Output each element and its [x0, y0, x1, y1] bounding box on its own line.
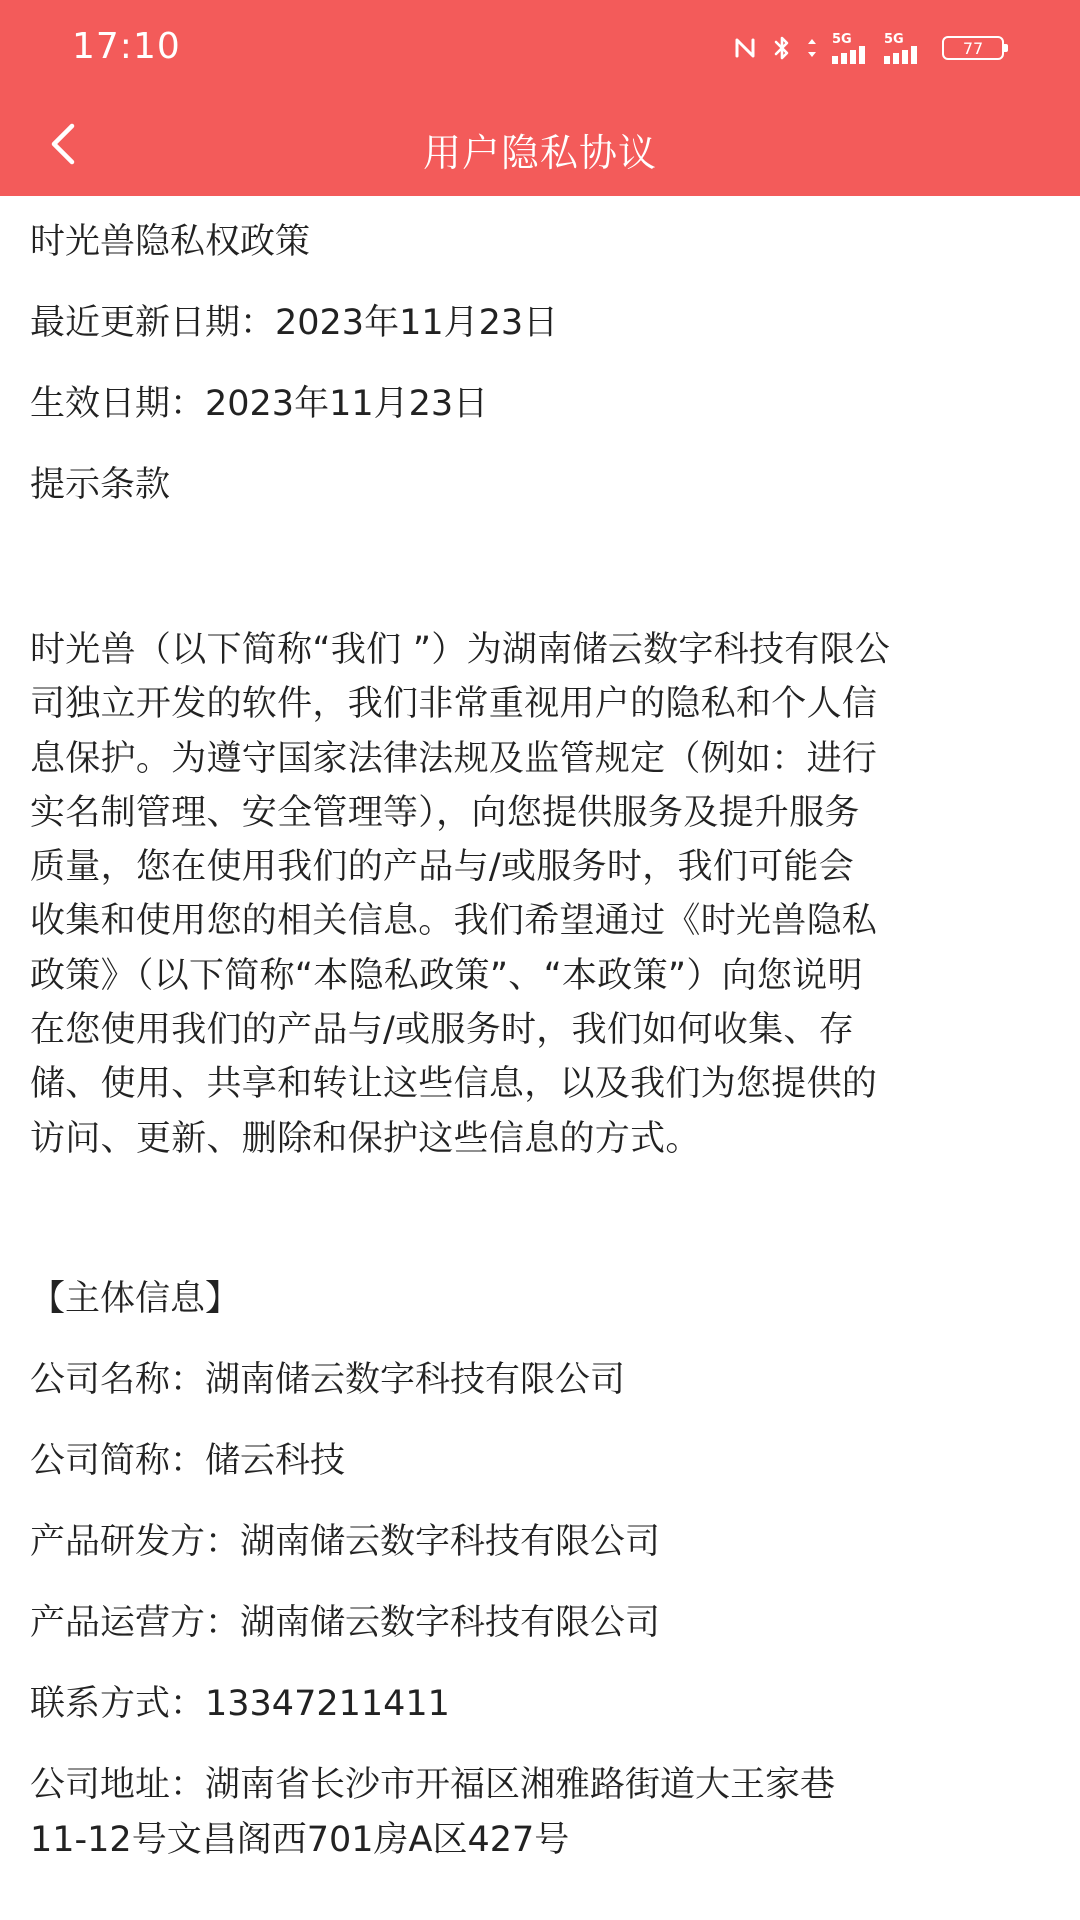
status-time: 17:10 [72, 26, 181, 67]
product-developer: 产品研发方：湖南储云数字科技有限公司 [30, 1522, 661, 1562]
intro-line: 息保护。为遵守国家法律法规及监管规定（例如：进行 [30, 738, 878, 779]
battery-icon [942, 36, 1004, 60]
intro-line: 访问、更新、删除和保护这些信息的方式。 [30, 1118, 701, 1159]
company-address-line-2: 11-12号文昌阁西701房A区427号 [30, 1820, 570, 1860]
signal-group-2 [884, 33, 922, 64]
company-short-name: 公司简称：储云科技 [30, 1441, 346, 1481]
app-header [0, 0, 1080, 196]
battery-level: 77 [962, 38, 984, 58]
network-type-label: 5G [884, 31, 904, 47]
intro-line: 收集和使用您的相关信息。我们希望通过《时光兽隐私 [30, 901, 878, 942]
intro-line: 实名制管理、安全管理等），向您提供服务及提升服务 [30, 792, 860, 833]
data-arrows-icon [806, 37, 818, 59]
updated-date: 最近更新日期：2023年11月23日 [30, 303, 559, 343]
policy-title: 时光兽隐私权政策 [30, 222, 311, 262]
product-operator: 产品运营方：湖南储云数字科技有限公司 [30, 1603, 661, 1643]
effective-date: 生效日期：2023年11月23日 [30, 384, 489, 424]
intro-paragraph [30, 623, 1050, 1166]
intro-line: 时光兽（以下简称“我们 ”）为湖南储云数字科技有限公 [30, 630, 891, 670]
company-name: 公司名称：湖南储云数字科技有限公司 [30, 1360, 626, 1400]
status-bar [0, 0, 1080, 96]
intro-line: 在您使用我们的产品与/或服务时，我们如何收集、存 [30, 1010, 854, 1051]
notice-heading: 提示条款 [30, 465, 171, 505]
network-type-label: 5G [832, 31, 852, 47]
entity-heading: 【主体信息】 [30, 1279, 241, 1319]
status-icons [732, 30, 1004, 66]
intro-line: 司独立开发的软件，我们非常重视用户的隐私和个人信 [30, 684, 878, 725]
contact-info: 联系方式：13347211411 [30, 1684, 450, 1724]
bluetooth-icon [772, 34, 792, 62]
nav-bar [0, 96, 1080, 196]
signal-icon [884, 46, 922, 64]
page-title: 用户隐私协议 [422, 131, 657, 175]
company-address-line-1: 公司地址：湖南省长沙市开福区湘雅路街道大王家巷 [30, 1765, 836, 1805]
signal-group-1 [832, 33, 870, 64]
intro-line: 储、使用、共享和转让这些信息，以及我们为您提供的 [30, 1064, 878, 1105]
signal-icon [832, 46, 870, 64]
nfc-icon [732, 35, 758, 61]
intro-line: 质量，您在使用我们的产品与/或服务时，我们可能会 [30, 847, 854, 888]
intro-line: 政策》（以下简称“本隐私政策”、“本政策”）向您说明 [30, 955, 863, 996]
